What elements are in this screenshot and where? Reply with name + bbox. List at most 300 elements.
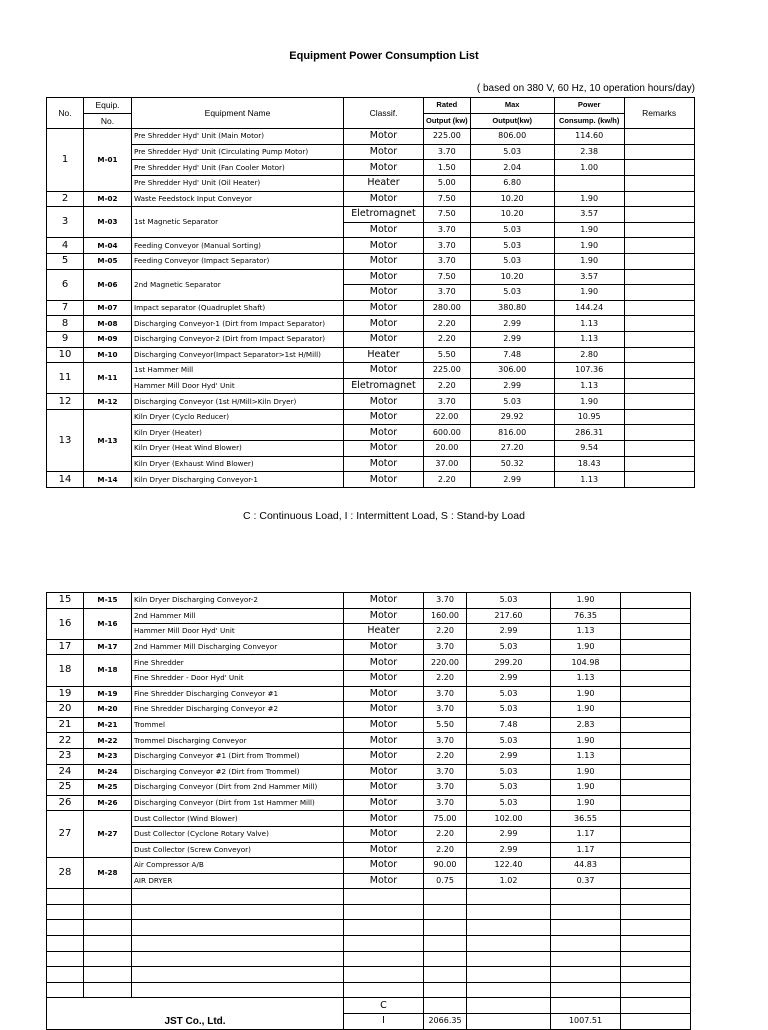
empty-row	[47, 889, 691, 905]
empty-cell	[621, 889, 691, 905]
rated-output: 2.20	[424, 472, 471, 488]
empty-cell	[84, 982, 132, 998]
power-consumption: 76.35	[551, 608, 621, 624]
table-row	[47, 253, 695, 269]
classification: Motor	[344, 144, 424, 160]
remarks-cell	[621, 858, 691, 874]
power-consumption: 2.38	[554, 144, 624, 160]
table-row	[47, 811, 691, 827]
table-row	[47, 363, 695, 379]
classification: Motor	[344, 394, 424, 410]
rated-output: 3.70	[424, 702, 467, 718]
classification: Motor	[344, 795, 424, 811]
max-output: 806.00	[470, 129, 554, 145]
empty-cell	[344, 904, 424, 920]
table-row	[47, 160, 695, 176]
row-number: 28	[47, 858, 84, 889]
max-output: 5.03	[470, 222, 554, 238]
max-output: 5.03	[467, 639, 551, 655]
power-consumption: 1.13	[554, 378, 624, 394]
classification: Motor	[344, 608, 424, 624]
equipment-name: Pre Shredder Hyd' Unit (Main Motor)	[132, 129, 344, 145]
power-consumption: 1.90	[551, 702, 621, 718]
row-number: 2	[47, 191, 84, 207]
empty-row	[47, 982, 691, 998]
empty-cell	[467, 967, 551, 983]
empty-cell	[47, 889, 84, 905]
header-power-bottom: Consump. (kw/h)	[554, 113, 624, 129]
table-row	[47, 624, 691, 640]
rated-output: 3.70	[424, 593, 467, 609]
power-consumption: 9.54	[554, 441, 624, 457]
rated-output: 37.00	[424, 456, 471, 472]
remarks-cell	[624, 394, 694, 410]
power-table-1	[46, 97, 695, 488]
empty-cell	[621, 920, 691, 936]
empty-cell	[551, 951, 621, 967]
equip-number: M-05	[84, 253, 132, 269]
remarks-cell	[624, 425, 694, 441]
remarks-cell	[624, 269, 694, 285]
power-consumption: 144.24	[554, 300, 624, 316]
power-consumption: 36.55	[551, 811, 621, 827]
remarks-cell	[624, 238, 694, 254]
empty-cell	[344, 967, 424, 983]
table-row	[47, 144, 695, 160]
equipment-name: Fine Shredder Discharging Conveyor #2	[132, 702, 344, 718]
classification: Motor	[344, 873, 424, 889]
remarks-cell	[621, 764, 691, 780]
max-output: 2.99	[467, 670, 551, 686]
table-row	[47, 456, 695, 472]
rated-output: 7.50	[424, 191, 471, 207]
table-row	[47, 331, 695, 347]
max-output: 2.99	[467, 842, 551, 858]
power-consumption: 2.83	[551, 717, 621, 733]
remarks-cell	[624, 285, 694, 301]
table-row	[47, 347, 695, 363]
remarks-cell	[624, 175, 694, 191]
table-row	[47, 425, 695, 441]
equipment-name: AIR DRYER	[132, 873, 344, 889]
power-consumption: 1.90	[551, 780, 621, 796]
table-row	[47, 639, 691, 655]
remarks-cell	[624, 160, 694, 176]
row-number: 8	[47, 316, 84, 332]
equipment-name: Dust Collector (Cyclone Rotary Valve)	[132, 826, 344, 842]
rated-output: 5.50	[424, 347, 471, 363]
remarks-cell	[624, 253, 694, 269]
max-output: 10.20	[470, 191, 554, 207]
max-output: 5.03	[467, 795, 551, 811]
power-consumption: 1.90	[551, 764, 621, 780]
remarks-cell	[621, 998, 691, 1014]
table-row	[47, 670, 691, 686]
empty-cell	[132, 951, 344, 967]
power-consumption: 1.17	[551, 842, 621, 858]
header-remarks: Remarks	[624, 98, 694, 129]
header-equip-bottom: No.	[84, 113, 132, 129]
equip-number: M-17	[84, 639, 132, 655]
rated-output: 225.00	[424, 129, 471, 145]
table-row	[47, 269, 695, 285]
rated-output: 3.70	[424, 238, 471, 254]
table-row	[47, 394, 695, 410]
equipment-name: 2nd Hammer Mill Discharging Conveyor	[132, 639, 344, 655]
empty-cell	[467, 889, 551, 905]
classification: Motor	[344, 826, 424, 842]
load-legend: C : Continuous Load, I : Intermittent Load, S : Stand-by Load	[243, 510, 525, 522]
classification: Motor	[344, 842, 424, 858]
max-output: 6.80	[470, 175, 554, 191]
rated-output: 3.70	[424, 394, 471, 410]
rated-output: 5.50	[424, 717, 467, 733]
total-max	[467, 998, 551, 1014]
empty-cell	[344, 951, 424, 967]
classification: Motor	[344, 300, 424, 316]
remarks-cell	[624, 378, 694, 394]
equipment-name: Fine Shredder Discharging Conveyor #1	[132, 686, 344, 702]
equip-number: M-11	[84, 363, 132, 394]
max-output: 5.03	[467, 764, 551, 780]
equipment-name: Dust Collector (Screw Conveyor)	[132, 842, 344, 858]
equip-number: M-15	[84, 593, 132, 609]
remarks-cell	[621, 608, 691, 624]
empty-cell	[84, 967, 132, 983]
power-consumption: 1.13	[554, 316, 624, 332]
equipment-name: Kiln Dryer (Exhaust Wind Blower)	[132, 456, 344, 472]
empty-cell	[424, 904, 467, 920]
equipment-name: 1st Magnetic Separator	[132, 207, 344, 238]
max-output: 102.00	[467, 811, 551, 827]
total-max	[467, 1014, 551, 1030]
rated-output: 280.00	[424, 300, 471, 316]
max-output: 27.20	[470, 441, 554, 457]
power-table-2	[46, 592, 691, 1030]
table-row	[47, 207, 695, 223]
rated-output: 3.70	[424, 639, 467, 655]
power-consumption: 1.90	[554, 222, 624, 238]
empty-cell	[47, 920, 84, 936]
remarks-cell	[624, 207, 694, 223]
rated-output: 3.70	[424, 764, 467, 780]
empty-cell	[344, 936, 424, 952]
classification: Motor	[344, 717, 424, 733]
classification: Motor	[344, 686, 424, 702]
remarks-cell	[621, 826, 691, 842]
rated-output: 0.75	[424, 873, 467, 889]
table-row	[47, 780, 691, 796]
rated-output: 2.20	[424, 331, 471, 347]
classification: Motor	[344, 441, 424, 457]
max-output: 299.20	[467, 655, 551, 671]
classification: Motor	[344, 639, 424, 655]
max-output: 50.32	[470, 456, 554, 472]
page-title: Equipment Power Consumption List	[289, 50, 479, 62]
rated-output: 3.70	[424, 795, 467, 811]
rated-output: 20.00	[424, 441, 471, 457]
equip-number: M-13	[84, 409, 132, 471]
max-output: 10.20	[470, 207, 554, 223]
classification: Motor	[344, 363, 424, 379]
classification: Eletromagnet	[344, 378, 424, 394]
equip-number: M-12	[84, 394, 132, 410]
max-output: 5.03	[470, 238, 554, 254]
empty-cell	[84, 904, 132, 920]
classification: Motor	[344, 702, 424, 718]
max-output: 5.03	[467, 593, 551, 609]
empty-cell	[344, 920, 424, 936]
max-output: 5.03	[470, 253, 554, 269]
power-consumption: 1.90	[554, 191, 624, 207]
classification: Motor	[344, 670, 424, 686]
max-output: 5.03	[467, 702, 551, 718]
equipment-name: Discharging Conveyor (Dirt from 2nd Hammer Mill)	[132, 780, 344, 796]
rated-output: 600.00	[424, 425, 471, 441]
table-row	[47, 300, 695, 316]
row-number: 1	[47, 129, 84, 191]
equipment-name: Kiln Dryer Discharging Conveyor-1	[132, 472, 344, 488]
rated-output: 2.20	[424, 748, 467, 764]
row-number: 14	[47, 472, 84, 488]
equipment-name: Kiln Dryer Discharging Conveyor-2	[132, 593, 344, 609]
load-type-label: I	[344, 1014, 424, 1030]
table-row	[47, 472, 695, 488]
rated-output: 90.00	[424, 858, 467, 874]
empty-cell	[551, 920, 621, 936]
power-consumption: 18.43	[554, 456, 624, 472]
max-output: 10.20	[470, 269, 554, 285]
row-number: 23	[47, 748, 84, 764]
max-output: 29.92	[470, 409, 554, 425]
header-classif: Classif.	[344, 98, 424, 129]
remarks-cell	[621, 1014, 691, 1030]
empty-cell	[47, 967, 84, 983]
equip-number: M-22	[84, 733, 132, 749]
empty-cell	[47, 936, 84, 952]
table-body-1	[47, 129, 695, 488]
header-name: Equipment Name	[132, 98, 344, 129]
remarks-cell	[624, 129, 694, 145]
max-output: 1.02	[467, 873, 551, 889]
equip-number: M-20	[84, 702, 132, 718]
table-row	[47, 858, 691, 874]
remarks-cell	[624, 191, 694, 207]
equipment-name: Pre Shredder Hyd' Unit (Oil Heater)	[132, 175, 344, 191]
row-number: 18	[47, 655, 84, 686]
table-row	[47, 409, 695, 425]
row-number: 16	[47, 608, 84, 639]
rated-output: 3.70	[424, 686, 467, 702]
max-output: 2.99	[470, 378, 554, 394]
empty-cell	[47, 904, 84, 920]
rated-output: 2.20	[424, 378, 471, 394]
classification: Motor	[344, 472, 424, 488]
power-consumption: 2.80	[554, 347, 624, 363]
power-consumption: 1.13	[551, 748, 621, 764]
row-number: 9	[47, 331, 84, 347]
equip-number: M-03	[84, 207, 132, 238]
basis-note: ( based on 380 V, 60 Hz, 10 operation hours/day)	[476, 83, 695, 94]
remarks-cell	[621, 702, 691, 718]
power-consumption: 1.90	[554, 238, 624, 254]
table-row	[47, 702, 691, 718]
classification: Motor	[344, 593, 424, 609]
equip-number: M-08	[84, 316, 132, 332]
load-type-label: C	[344, 998, 424, 1014]
rated-output: 3.70	[424, 144, 471, 160]
classification: Motor	[344, 191, 424, 207]
table-body-2	[47, 593, 691, 1030]
power-consumption: 0.37	[551, 873, 621, 889]
table-row	[47, 316, 695, 332]
classification: Motor	[344, 748, 424, 764]
rated-output: 3.70	[424, 253, 471, 269]
remarks-cell	[621, 795, 691, 811]
row-number: 19	[47, 686, 84, 702]
classification: Motor	[344, 764, 424, 780]
remarks-cell	[621, 686, 691, 702]
empty-cell	[467, 904, 551, 920]
power-consumption: 104.98	[551, 655, 621, 671]
empty-cell	[344, 889, 424, 905]
classification: Motor	[344, 780, 424, 796]
classification: Motor	[344, 129, 424, 145]
row-number: 7	[47, 300, 84, 316]
equip-number: M-07	[84, 300, 132, 316]
empty-cell	[132, 982, 344, 998]
classification: Motor	[344, 285, 424, 301]
empty-cell	[47, 951, 84, 967]
empty-cell	[467, 936, 551, 952]
table-row	[47, 686, 691, 702]
rated-output: 1.50	[424, 160, 471, 176]
table-row	[47, 733, 691, 749]
header-rated-bottom: Output (kw)	[424, 113, 471, 129]
equipment-name: Hammer Mill Door Hyd' Unit	[132, 624, 344, 640]
rated-output: 3.70	[424, 780, 467, 796]
summary-row	[47, 998, 691, 1014]
equipment-name: Fine Shredder	[132, 655, 344, 671]
classification: Motor	[344, 222, 424, 238]
remarks-cell	[624, 222, 694, 238]
classification: Motor	[344, 456, 424, 472]
table-row	[47, 129, 695, 145]
empty-cell	[424, 982, 467, 998]
max-output: 380.80	[470, 300, 554, 316]
power-consumption: 1.00	[554, 160, 624, 176]
equipment-name: Trommel Discharging Conveyor	[132, 733, 344, 749]
rated-output: 2.20	[424, 316, 471, 332]
empty-cell	[344, 982, 424, 998]
header-power-top: Power	[554, 98, 624, 114]
empty-cell	[467, 920, 551, 936]
classification: Motor	[344, 238, 424, 254]
row-number: 24	[47, 764, 84, 780]
row-number: 12	[47, 394, 84, 410]
rated-output: 5.00	[424, 175, 471, 191]
power-consumption: 1.13	[551, 670, 621, 686]
power-consumption: 1.13	[554, 472, 624, 488]
empty-cell	[132, 889, 344, 905]
header-no: No.	[47, 98, 84, 129]
remarks-cell	[621, 873, 691, 889]
remarks-cell	[624, 456, 694, 472]
classification: Motor	[344, 733, 424, 749]
power-consumption: 1.90	[554, 285, 624, 301]
table-row	[47, 238, 695, 254]
equip-number: M-28	[84, 858, 132, 889]
power-consumption: 114.60	[554, 129, 624, 145]
rated-output: 160.00	[424, 608, 467, 624]
rated-output: 3.70	[424, 222, 471, 238]
max-output: 122.40	[467, 858, 551, 874]
equipment-name: Fine Shredder - Door Hyd' Unit	[132, 670, 344, 686]
row-number: 6	[47, 269, 84, 300]
classification: Motor	[344, 253, 424, 269]
remarks-cell	[621, 670, 691, 686]
equip-number: M-27	[84, 811, 132, 858]
max-output: 7.48	[467, 717, 551, 733]
equip-number: M-26	[84, 795, 132, 811]
header-max-top: Max	[470, 98, 554, 114]
power-consumption: 1.90	[554, 253, 624, 269]
equipment-name: Kiln Dryer (Heater)	[132, 425, 344, 441]
rated-output: 7.50	[424, 207, 471, 223]
header-equip-top: Equip.	[84, 98, 132, 114]
empty-cell	[621, 951, 691, 967]
empty-cell	[467, 982, 551, 998]
empty-cell	[621, 904, 691, 920]
classification: Motor	[344, 269, 424, 285]
empty-cell	[84, 936, 132, 952]
empty-cell	[84, 920, 132, 936]
max-output: 2.99	[467, 748, 551, 764]
equipment-name: Discharging Conveyor(Impact Separator>1st H/Mill)	[132, 347, 344, 363]
power-consumption: 1.90	[551, 733, 621, 749]
power-consumption: 1.13	[554, 331, 624, 347]
table-row	[47, 748, 691, 764]
remarks-cell	[621, 655, 691, 671]
rated-output: 225.00	[424, 363, 471, 379]
row-number: 10	[47, 347, 84, 363]
table-row	[47, 873, 691, 889]
empty-row	[47, 967, 691, 983]
classification: Heater	[344, 175, 424, 191]
remarks-cell	[624, 347, 694, 363]
rated-output: 7.50	[424, 269, 471, 285]
equip-number: M-02	[84, 191, 132, 207]
empty-cell	[132, 904, 344, 920]
equipment-name: Pre Shredder Hyd' Unit (Circulating Pump Motor)	[132, 144, 344, 160]
max-output: 2.99	[467, 624, 551, 640]
equip-number: M-16	[84, 608, 132, 639]
power-consumption: 107.36	[554, 363, 624, 379]
rated-output: 220.00	[424, 655, 467, 671]
classification: Heater	[344, 624, 424, 640]
power-consumption: 44.83	[551, 858, 621, 874]
power-consumption: 1.17	[551, 826, 621, 842]
remarks-cell	[624, 441, 694, 457]
equip-number: M-06	[84, 269, 132, 300]
equipment-name: Discharging Conveyor #2 (Dirt from Trommel)	[132, 764, 344, 780]
equipment-name: Discharging Conveyor (1st H/Mill>Kiln Dryer)	[132, 394, 344, 410]
empty-row	[47, 951, 691, 967]
equipment-name: Dust Collector (Wind Blower)	[132, 811, 344, 827]
empty-cell	[47, 982, 84, 998]
remarks-cell	[624, 472, 694, 488]
max-output: 2.04	[470, 160, 554, 176]
